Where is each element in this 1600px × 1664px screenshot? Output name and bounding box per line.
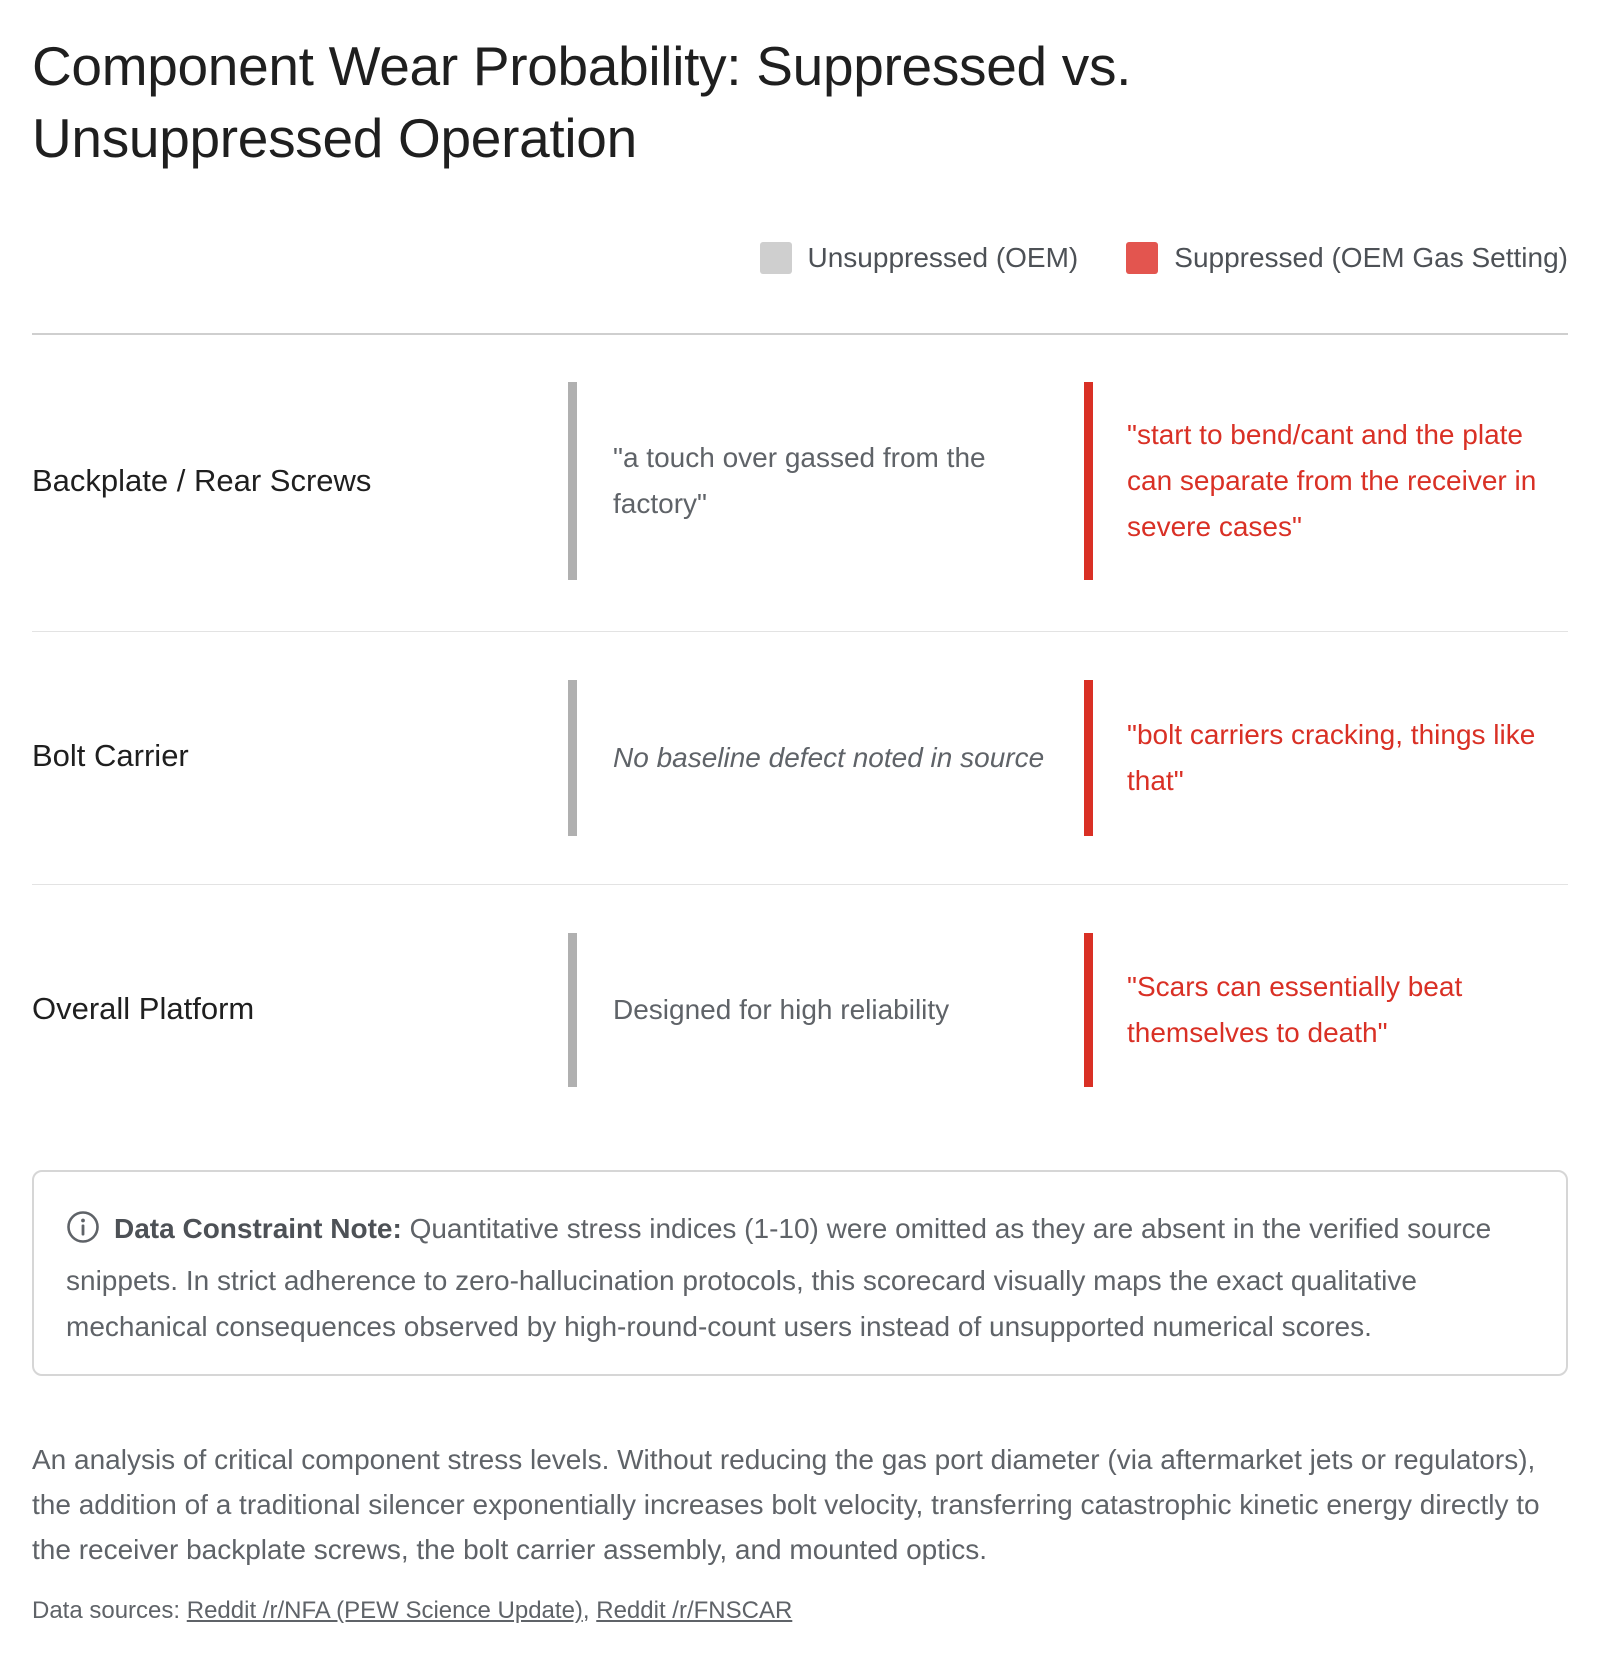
cell-suppressed-bolt-carrier xyxy=(1084,680,1568,836)
cell-text: "bolt carriers cracking, things like that" xyxy=(1127,719,1536,796)
row-label-backplate: Backplate / Rear Screws xyxy=(32,463,372,498)
legend-item-suppressed xyxy=(1126,242,1568,274)
cell-text: "a touch over gassed from the factory" xyxy=(613,442,986,519)
legend-swatch-grey xyxy=(760,242,792,274)
row-label-overall-platform: Overall Platform xyxy=(32,991,255,1026)
source-link-nfa[interactable]: Reddit /r/NFA (PEW Science Update) xyxy=(186,1597,583,1624)
sources xyxy=(32,1597,792,1625)
cell-suppressed-backplate xyxy=(1084,382,1568,580)
source-link-fnscar[interactable]: Reddit /r/FNSCAR xyxy=(596,1597,793,1624)
header-divider xyxy=(32,333,1568,335)
cell-text: Designed for high reliability xyxy=(613,994,950,1025)
legend-label-suppressed: Suppressed (OEM Gas Setting) xyxy=(1174,242,1568,273)
row-divider xyxy=(32,884,1568,885)
row-divider xyxy=(32,631,1568,632)
legend-item-unsuppressed xyxy=(760,242,1079,274)
cell-text: "start to bend/cant and the plate can separate from the receiver in severe cases" xyxy=(1127,419,1537,542)
scorecard-page xyxy=(32,0,1568,1624)
note-heading: Data Constraint Note: xyxy=(114,1213,402,1244)
cell-unsuppressed-overall-platform xyxy=(568,933,1068,1087)
description: An analysis of critical component stress levels. Without reducing the gas port diameter (via aftermarket jets or regulators), the addition of a traditional silencer exponentially increases bolt velocity, transferring catastrophic kinetic energy directly to the receiver backplate screws, the bolt carrier assembly, and mounted optics. xyxy=(32,1444,1540,1565)
legend-label-unsuppressed: Unsuppressed (OEM) xyxy=(807,242,1079,273)
info-icon xyxy=(66,1210,100,1258)
source-separator: , xyxy=(582,1597,590,1624)
row-label-bolt-carrier: Bolt Carrier xyxy=(32,738,189,773)
cell-unsuppressed-backplate xyxy=(568,382,1068,580)
cell-text: "Scars can essentially beat themselves to death" xyxy=(1127,971,1463,1048)
sources-label: Data sources: xyxy=(32,1597,181,1624)
cell-text: No baseline defect noted in source xyxy=(613,742,1045,773)
note-text: Quantitative stress indices (1-10) were omitted as they are absent in the verified source snippets. In strict adherence to zero-hallucination protocols, this scorecard visually maps the exact qualitative mechanical consequences observed by high-round-count users instead of unsupported numerical scores. xyxy=(66,1213,1492,1342)
data-constraint-note xyxy=(32,1170,1568,1376)
page-title: Component Wear Probability: Suppressed vs. Unsuppressed Operation xyxy=(32,35,1132,169)
legend-swatch-red xyxy=(1126,242,1158,274)
legend xyxy=(760,242,1569,274)
cell-suppressed-overall-platform xyxy=(1084,933,1568,1087)
cell-unsuppressed-bolt-carrier xyxy=(568,680,1068,836)
